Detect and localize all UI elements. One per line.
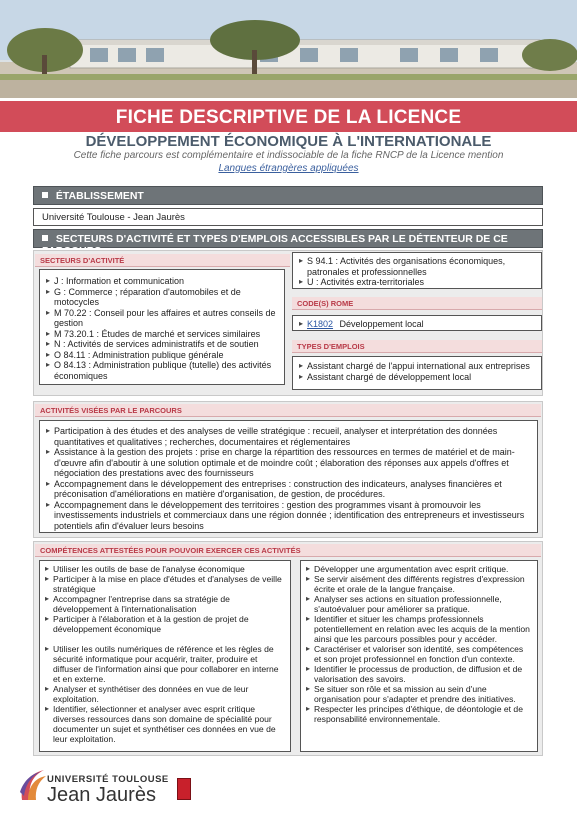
list-item: ▸ Utiliser les outils de base de l'analyse économique bbox=[45, 564, 285, 574]
list-item: ▸ Identifier et situer les champs professionnels potentiellement en relation avec les acquis de la mention ainsi que les parcours possibles pour y accéder. bbox=[306, 614, 532, 644]
list-item: ▸ Analyser et synthétiser des données en vue de leur exploitation. bbox=[45, 684, 285, 704]
list-item: ▸ Assistant chargé de l'appui international aux entreprises bbox=[299, 361, 535, 372]
list-item: ▸ J : Information et communication bbox=[46, 276, 278, 287]
competences-right-box bbox=[300, 560, 538, 752]
list-item: ▸ Identifier le processus de production, de diffusion et de valorisation des savoirs. bbox=[306, 664, 532, 684]
parcours-title: DÉVELOPPEMENT ÉCONOMIQUE À L'INTERNATIONALE bbox=[85, 133, 492, 150]
emplois-label: TYPES D'EMPLOIS bbox=[292, 340, 542, 353]
rome-text: Développement local bbox=[339, 319, 424, 329]
list-item: ▸ Participer à la mise en place d'études et d'analyses de veille stratégique bbox=[45, 574, 285, 594]
list-item: ▸ M 70.22 : Conseil pour les affaires et autres conseils de gestion bbox=[46, 308, 278, 329]
secteurs-right-box bbox=[292, 252, 542, 289]
list-item: ▸ N : Activités de services administratifs et de soutien bbox=[46, 339, 278, 350]
rome-list bbox=[299, 319, 535, 330]
rome-item bbox=[299, 319, 535, 330]
mention-link[interactable]: Langues étrangères appliquées bbox=[218, 163, 359, 174]
activites-list bbox=[46, 426, 531, 531]
rome-label: CODE(S) ROME bbox=[292, 297, 542, 310]
list-item: ▸ Caractériser et valoriser son identité, ses compétences et son projet professionnel en fonction d'un contexte. bbox=[306, 644, 532, 664]
competences-left-list-a bbox=[45, 564, 285, 634]
list-item: ▸ Participation à des études et des analyses de veille stratégique : recueil, analyser et interprétation des données quantitatives et qualitatives ; recherches, documentaires et réglementaires bbox=[46, 426, 531, 447]
competences-left-list-b bbox=[45, 644, 285, 744]
list-item: ▸ G : Commerce ; réparation d'automobiles et de motocycles bbox=[46, 287, 278, 308]
competences-left-box bbox=[39, 560, 291, 752]
list-item: ▸ O 84.11 : Administration publique générale bbox=[46, 350, 278, 361]
logo-line1: UNIVERSITÉ TOULOUSE bbox=[47, 774, 169, 785]
list-item: ▸ Développer une argumentation avec esprit critique. bbox=[306, 564, 532, 574]
secteurs-heading-bar bbox=[33, 229, 543, 248]
list-item: ▸ Participer à l'élaboration et à la gestion de projet de développement économique bbox=[45, 614, 285, 634]
competences-label: COMPÉTENCES ATTESTÉES POUR POUVOIR EXERCER CES ACTIVITÉS bbox=[35, 544, 541, 557]
list-item: ▸ M 73.20.1 : Études de marché et services similaires bbox=[46, 329, 278, 340]
etablissement-box bbox=[33, 208, 543, 226]
competences-right-list bbox=[306, 564, 532, 724]
rome-box bbox=[292, 315, 542, 331]
bullet-square-icon bbox=[42, 192, 48, 198]
list-item: ▸ Se servir aisément des différents registres d'expression écrite et orale de la langue française. bbox=[306, 574, 532, 594]
campus-photo bbox=[0, 0, 577, 98]
emplois-list bbox=[299, 361, 535, 382]
list-item: ▸ Utiliser les outils numériques de référence et les règles de sécurité informatique pour acquérir, traiter, produire et diffuser de l'information ainsi que pour collaborer en interne et en externe. bbox=[45, 644, 285, 684]
activites-box bbox=[39, 420, 538, 533]
list-item: ▸ Se situer son rôle et sa mission au sein d'une organisation pour s'adapter et prendre des initiatives. bbox=[306, 684, 532, 704]
logo-swoosh-icon bbox=[18, 766, 48, 804]
etablissement-value: Université Toulouse - Jean Jaurès bbox=[42, 212, 185, 223]
intro-text: Cette fiche parcours est complémentaire et indissociable de la fiche RNCP de la Licence mention bbox=[73, 150, 504, 161]
page-title: FICHE DESCRIPTIVE DE LA LICENCE bbox=[115, 107, 462, 128]
etablissement-heading: ÉTABLISSEMENT bbox=[55, 190, 144, 202]
rome-code-link[interactable]: K1802 bbox=[307, 319, 334, 329]
list-item: ▸ Accompagnement dans le développement des entreprises : construction des indicateurs, analyses financières et préconisation d'améliorations en matière d'organisation, de gestion, de procédures. bbox=[46, 479, 531, 500]
secteurs-label: SECTEURS D'ACTIVITÉ bbox=[35, 254, 290, 267]
title-band bbox=[0, 98, 577, 132]
bullet-square-icon bbox=[42, 235, 48, 241]
list-item: ▸ O 84.13 : Administration publique (tutelle) des activités économiques bbox=[46, 360, 278, 381]
campus-illustration bbox=[0, 0, 577, 98]
list-item: ▸ S 94.1 : Activités des organisations économiques, patronales et professionnelles bbox=[299, 256, 535, 277]
secteurs-box bbox=[39, 269, 285, 385]
list-item: ▸ Analyser ses actions en situation professionnelle, s'autoévaluer pour améliorer sa pratique. bbox=[306, 594, 532, 614]
crest-icon bbox=[177, 778, 191, 800]
secteurs-list bbox=[46, 276, 278, 381]
etablissement-heading-bar bbox=[33, 186, 543, 205]
logo-line2: Jean Jaurès bbox=[47, 784, 156, 806]
activites-label: ACTIVITÉS VISÉES PAR LE PARCOURS bbox=[35, 404, 541, 417]
list-item: ▸ Accompagner l'entreprise dans sa stratégie de développement à l'internationalisation bbox=[45, 594, 285, 614]
list-item: ▸ Assistant chargé de développement local bbox=[299, 372, 535, 383]
mention-link-row bbox=[0, 163, 577, 174]
list-item: ▸ Respecter les principes d'éthique, de déontologie et de responsabilité environnementale. bbox=[306, 704, 532, 724]
list-item: ▸ U : Activités extra-territoriales bbox=[299, 277, 535, 288]
secteurs-right-list bbox=[299, 256, 535, 288]
list-item: ▸ Assistance à la gestion des projets : prise en charge la répartition des ressources en termes de matériel et de main-d'œuvre afin d'aboutir à une solution optimale et de moindre coût ; élaboration des réponses aux appels d'offres et négociation des prestations avec des fournisseurs bbox=[46, 447, 531, 479]
list-item: ▸ Identifier, sélectionner et analyser avec esprit critique diverses ressources dans son domaine de spécialité pour documenter un sujet et synthétiser ces données en vue de leur exploitation. bbox=[45, 704, 285, 744]
emplois-box bbox=[292, 356, 542, 390]
secteurs-heading: SECTEURS D'ACTIVITÉ ET TYPES D'EMPLOIS ACCESSIBLES PAR LE DÉTENTEUR DE CE bbox=[55, 233, 508, 245]
list-item: ▸ Accompagnement dans le développement des territoires : gestion des programmes visant à promouvoir les investissements industriels et commerciaux dans une région donnée ; identification des entrepreneurs et investisseurs potentiels afin d'évaluer leurs besoins bbox=[46, 500, 531, 532]
